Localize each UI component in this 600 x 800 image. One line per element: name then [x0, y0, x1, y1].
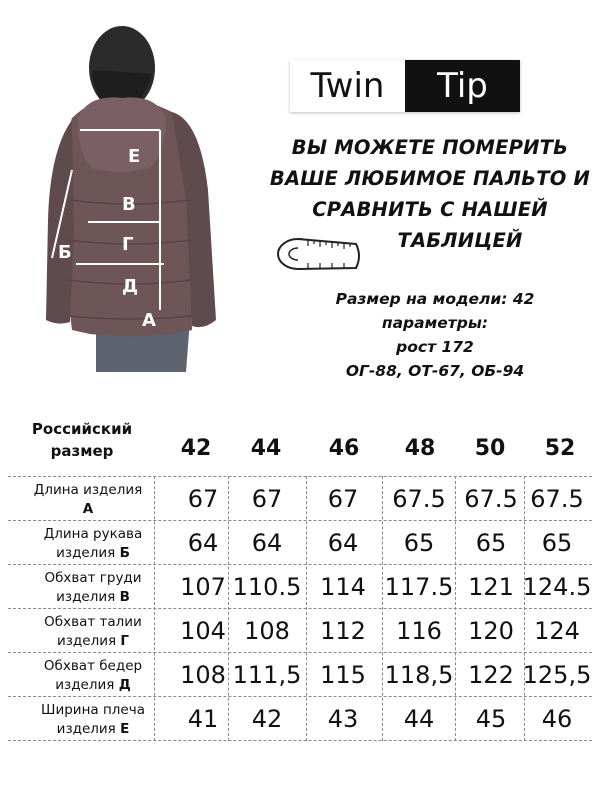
table-cell: 64: [327, 529, 359, 557]
table-cell: 45: [475, 705, 507, 733]
table-cell: 65: [403, 529, 435, 557]
row-label-text: Ширина плеча: [41, 702, 145, 718]
model-info: [270, 287, 600, 383]
table-cell: 121: [468, 573, 514, 601]
table-cell: 108: [180, 661, 226, 689]
marker-g: Г: [122, 234, 134, 255]
brand-logo-left: Twin: [290, 60, 405, 112]
row-letter: В: [119, 589, 130, 605]
row-label-text: Длина изделия: [33, 482, 143, 498]
table-row: [8, 696, 592, 741]
table-cell: 116: [396, 617, 442, 645]
size-header: 42: [180, 436, 212, 461]
size-header-label: [22, 418, 142, 462]
row-letter: А: [82, 501, 94, 517]
table-cell: 107: [180, 573, 226, 601]
model-size: Размер на модели: 42: [335, 290, 535, 308]
table-row: [8, 608, 592, 652]
headline-line: ВЫ МОЖЕТЕ ПОМЕРИТЬ: [291, 136, 569, 159]
marker-e: Е: [128, 146, 141, 167]
tape-measure-icon: [272, 232, 364, 283]
table-cell: 118,5: [384, 661, 454, 689]
headline-line: ТАБЛИЦЕЙ: [397, 229, 523, 252]
row-letter: Б: [119, 545, 130, 561]
row-label: [8, 613, 178, 651]
marker-d: Д: [122, 276, 139, 297]
model-height: рост 172: [396, 338, 474, 356]
table-cell: 124: [534, 617, 580, 645]
model-measurements: ОГ-88, ОТ-67, ОБ-94: [345, 362, 525, 380]
table-cell: 108: [244, 617, 290, 645]
table-cell: 117.5: [384, 573, 454, 601]
row-label: [8, 481, 168, 519]
table-cell: 124.5: [522, 573, 592, 601]
size-header: 52: [544, 436, 576, 461]
brand-logo-right: Tip: [405, 60, 520, 112]
row-label-text: Обхват талии: [44, 614, 142, 630]
size-header: 46: [328, 436, 360, 461]
marker-b: Б: [58, 242, 72, 263]
table-cell: 110.5: [232, 573, 302, 601]
headline-line: ВАШЕ ЛЮБИМОЕ ПАЛЬТО И: [269, 167, 591, 190]
row-label-text: Длина рукава: [43, 526, 143, 542]
table-cell: 67: [327, 485, 359, 513]
size-header: 44: [250, 436, 282, 461]
table-cell: 111,5: [232, 661, 302, 689]
brand-logo: [290, 60, 520, 112]
table-cell: 67.5: [530, 485, 584, 513]
row-label-text: изделия: [56, 589, 116, 605]
row-letter: Е: [120, 721, 130, 737]
table-cell: 41: [187, 705, 219, 733]
model-photo: [0, 0, 280, 400]
table-cell: 112: [320, 617, 366, 645]
table-cell: 125,5: [522, 661, 592, 689]
row-label-text: изделия: [56, 721, 116, 737]
table-cell: 122: [468, 661, 514, 689]
headline-line: СРАВНИТЬ С НАШЕЙ: [312, 198, 548, 221]
row-label-text: Обхват груди: [44, 570, 142, 586]
table-cell: 65: [541, 529, 573, 557]
table-cell: 67.5: [464, 485, 518, 513]
table-row: [8, 520, 592, 564]
table-cell: 115: [320, 661, 366, 689]
model-params-title: параметры:: [381, 314, 489, 332]
table-cell: 44: [403, 705, 435, 733]
table-cell: 64: [251, 529, 283, 557]
table-cell: 67: [187, 485, 219, 513]
size-header-label-line1: Российский: [31, 420, 133, 438]
table-cell: 43: [327, 705, 359, 733]
row-label-text: изделия: [55, 677, 115, 693]
row-label: [8, 657, 178, 695]
row-label-text: изделия: [56, 545, 116, 561]
size-header-label-line2: размер: [50, 442, 114, 460]
row-label-text: Обхват бедер: [43, 658, 143, 674]
table-cell: 120: [468, 617, 514, 645]
table-cell: 67: [251, 485, 283, 513]
table-row: [8, 652, 592, 696]
table-row: [8, 564, 592, 608]
size-table: [8, 476, 592, 741]
row-label: [8, 525, 178, 563]
size-header: 50: [474, 436, 506, 461]
table-row: [8, 476, 592, 520]
row-label: [8, 701, 178, 739]
row-label-text: изделия: [56, 633, 117, 649]
table-cell: 67.5: [392, 485, 446, 513]
marker-v: В: [122, 194, 136, 215]
table-cell: 46: [541, 705, 573, 733]
row-label: [8, 569, 178, 607]
size-header: 48: [404, 436, 436, 461]
table-cell: 114: [320, 573, 366, 601]
table-cell: 104: [180, 617, 226, 645]
table-cell: 42: [251, 705, 283, 733]
table-cell: 65: [475, 529, 507, 557]
marker-a: А: [142, 310, 156, 331]
row-letter: Д: [118, 677, 131, 693]
table-cell: 64: [187, 529, 219, 557]
row-letter: Г: [120, 633, 130, 649]
